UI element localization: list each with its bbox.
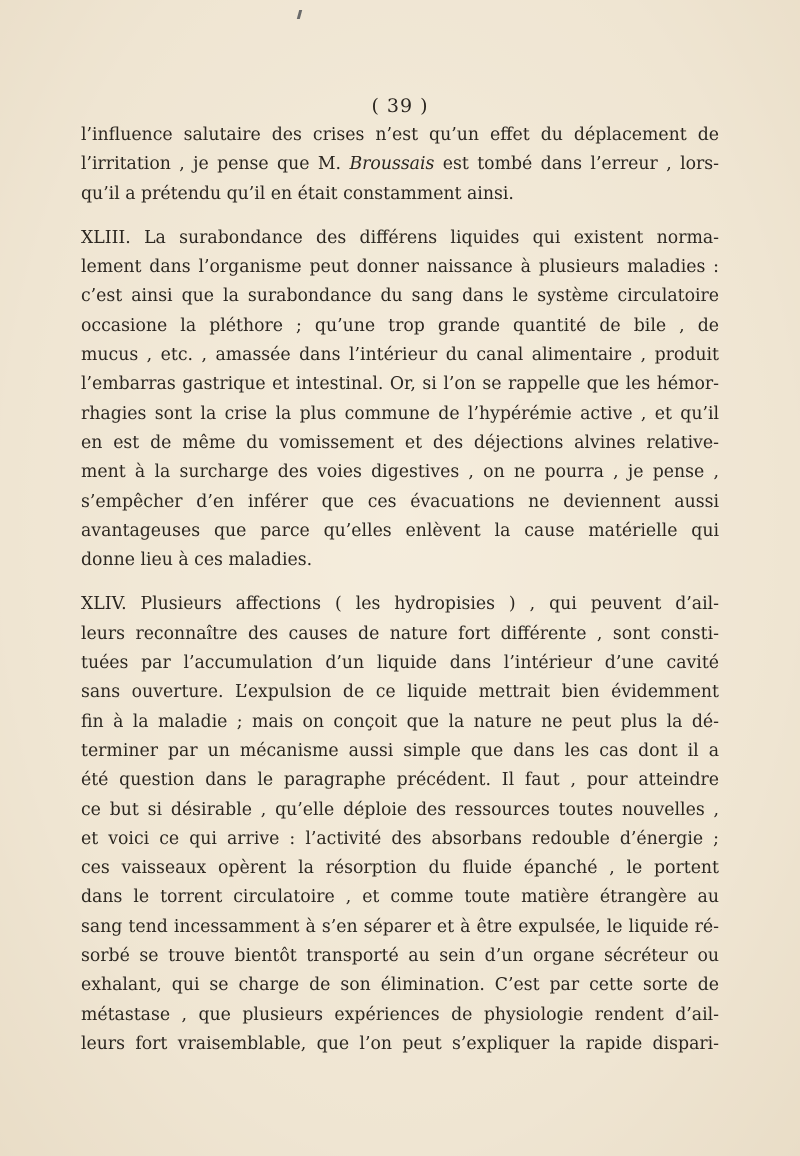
text-line: leurs fort vraisemblable, que l’on peut s’expliquer la rapide dispari- bbox=[81, 1033, 719, 1054]
text-line: XLIV. Plusieurs affections ( les hydropisies ) , qui peuvent d’ail- bbox=[81, 594, 719, 615]
text-line: et voici ce qui arrive : l’activité des absorbans redouble d’énergie ; bbox=[81, 828, 719, 849]
text-line: ment à la surcharge des voies digestives , on ne pourra , je pense , bbox=[81, 462, 719, 483]
text-line: sang tend incessamment à s’en séparer et à être expulsée, le liquide ré- bbox=[81, 916, 719, 937]
page-number: ( 39 ) bbox=[371, 95, 429, 117]
text-line: qu’il a prétendu qu’il en était constamment ainsi. bbox=[81, 183, 514, 204]
text-line: sans ouverture. L’expulsion de ce liquide mettrait bien évidemment bbox=[81, 682, 719, 703]
text-line: métastase , que plusieurs expériences de physiologie rendent d’ail- bbox=[81, 1004, 719, 1025]
text-line: en est de même du vomissement et des déjections alvines relative- bbox=[81, 432, 719, 453]
text-line: c’est ainsi que la surabondance du sang dans le système circulatoire bbox=[81, 286, 719, 307]
text-line: lement dans l’organisme peut donner naissance à plusieurs maladies : bbox=[81, 257, 719, 278]
text-segment: l’irritation , je pense que M. Broussais est tombé dans l’erreur , lors- bbox=[81, 154, 719, 175]
paragraph-2 bbox=[81, 224, 719, 576]
text-line: leurs reconnaître des causes de nature fort différente , sont consti- bbox=[81, 623, 719, 644]
text-line: mucus , etc. , amassée dans l’intérieur du canal alimentaire , produit bbox=[81, 345, 719, 366]
text-line: s’empêcher d’en inférer que ces évacuations ne deviennent aussi bbox=[81, 491, 719, 512]
text-line: donne lieu à ces maladies. bbox=[81, 550, 313, 571]
body-text bbox=[81, 121, 719, 1059]
text-line: ces vaisseaux opèrent la résorption du fluide épanché , le portent bbox=[81, 858, 719, 879]
text-line: été question dans le paragraphe précédent. Il faut , pour atteindre bbox=[81, 770, 719, 791]
text-line: terminer par un mécanisme aussi simple que dans les cas dont il a bbox=[81, 740, 719, 761]
text-line: XLIII. La surabondance des différens liquides qui existent norma- bbox=[81, 227, 719, 248]
text-line: sorbé se trouve bientôt transporté au sein d’un organe sécréteur ou bbox=[81, 946, 719, 967]
text-line: l’influence salutaire des crises n’est qu’un effet du déplacement de bbox=[81, 125, 719, 145]
paragraph-1 bbox=[81, 121, 719, 209]
text-line: l’embarras gastrique et intestinal. Or, si l’on se rappelle que les hémor- bbox=[81, 374, 719, 395]
text-line: rhagies sont la crise la plus commune de l’hypérémie active , et qu’il bbox=[81, 403, 719, 424]
text-line: exhalant, qui se charge de son élimination. C’est par cette sorte de bbox=[81, 975, 719, 996]
text-line: dans le torrent circulatoire , et comme toute matière étrangère au bbox=[81, 887, 719, 908]
text-line: avantageuses que parce qu’elles enlèvent la cause matérielle qui bbox=[81, 520, 719, 541]
text-line: ce but si désirable , qu’elle déploie des ressources toutes nouvelles , bbox=[81, 799, 719, 820]
text-line: fin à la maladie ; mais on conçoit que la nature ne peut plus la dé- bbox=[81, 711, 719, 732]
author-name: Broussais bbox=[349, 154, 435, 175]
paragraph-3 bbox=[81, 590, 719, 1059]
ink-mark bbox=[297, 10, 302, 19]
text-line: tuées par l’accumulation d’un liquide dans l’intérieur d’une cavité bbox=[81, 653, 719, 674]
text-line: occasione la pléthore ; qu’une trop grande quantité de bile , de bbox=[81, 315, 719, 336]
text-line bbox=[81, 150, 719, 179]
